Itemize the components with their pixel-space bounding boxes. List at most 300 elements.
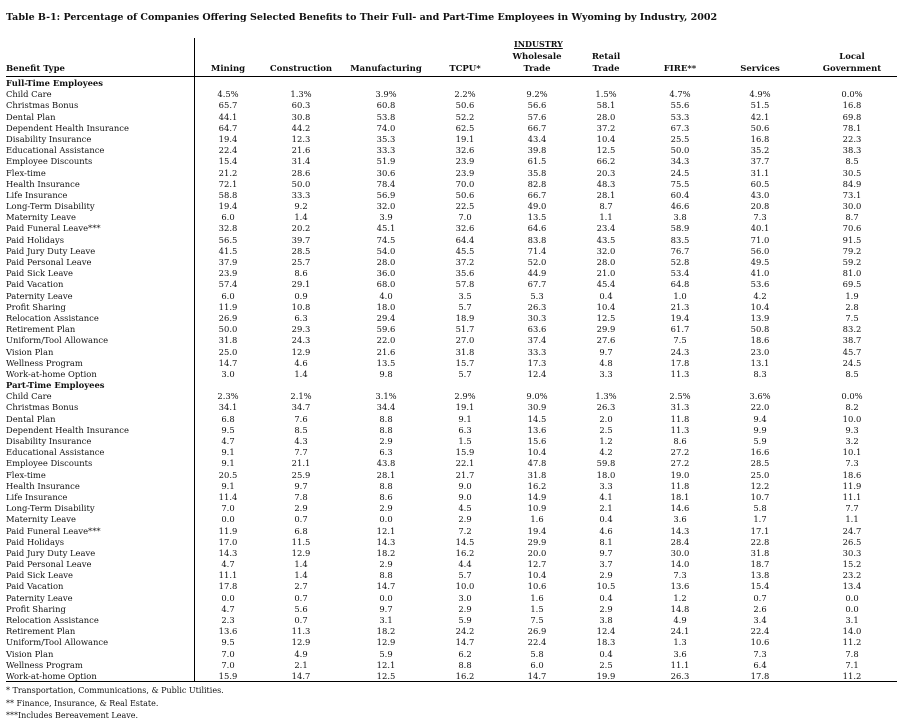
column-header-line: Wholesale	[512, 52, 562, 62]
cell-services: 13.8	[750, 570, 770, 581]
table-row	[6, 481, 903, 492]
cell-services: 4.2	[753, 290, 767, 301]
cell-retail-trade: 2.9	[599, 603, 613, 614]
cell-wholesale-trade: 12.4	[527, 368, 547, 379]
table-row	[6, 425, 903, 436]
cell-tcpu: 37.2	[455, 257, 475, 267]
cell-fire: 58.9	[670, 223, 690, 234]
cell-services: 40.1	[750, 223, 770, 234]
cell-tcpu: 3.0	[458, 592, 472, 603]
benefit-label: Life Insurance	[6, 189, 68, 200]
cell-fire: 14.3	[670, 525, 690, 536]
cell-local-government: 24.7	[842, 525, 862, 536]
cell-retail-trade: 4.2	[599, 447, 613, 458]
cell-mining: 4.7	[221, 603, 235, 614]
cell-mining: 26.9	[218, 312, 238, 323]
cell-wholesale-trade: 35.8	[527, 167, 547, 178]
cell-retail-trade: 0.4	[599, 514, 613, 525]
cell-services: 50.6	[750, 122, 770, 133]
table-row	[6, 570, 903, 581]
cell-tcpu: 3.5	[458, 290, 472, 301]
cell-wholesale-trade: 12.7	[527, 559, 547, 570]
cell-construction: 44.2	[291, 122, 311, 133]
cell-retail-trade: 3.3	[599, 480, 613, 491]
cell-fire: 55.6	[670, 100, 690, 111]
cell-mining: 4.7	[221, 436, 235, 446]
cell-services: 1.7	[753, 514, 767, 525]
cell-construction: 12.3	[291, 133, 311, 144]
benefit-label: Educational Assistance	[6, 447, 105, 458]
cell-construction: 4.9	[294, 648, 308, 659]
table-row	[6, 89, 903, 100]
cell-local-government: 11.9	[842, 480, 862, 491]
cell-local-government: 78.1	[842, 122, 862, 133]
cell-tcpu: 2.9	[458, 514, 472, 525]
benefit-label: Flex-time	[6, 469, 46, 480]
table-row	[6, 626, 903, 637]
cell-mining: 37.9	[218, 257, 238, 267]
cell-fire: 30.0	[670, 547, 690, 558]
cell-wholesale-trade: 6.0	[530, 659, 544, 670]
benefit-label: Employee Discounts	[6, 458, 93, 469]
cell-construction: 0.7	[294, 615, 308, 625]
cell-services: 20.8	[750, 201, 770, 212]
cell-fire: 64.8	[670, 279, 690, 290]
cell-local-government: 84.9	[842, 178, 862, 189]
cell-construction: 12.9	[291, 637, 311, 648]
cell-retail-trade: 21.0	[596, 268, 616, 279]
cell-tcpu: 8.8	[458, 659, 472, 670]
cell-local-government: 9.3	[845, 424, 859, 435]
column-header-line: Trade	[523, 64, 551, 74]
cell-construction: 29.3	[291, 324, 311, 335]
cell-wholesale-trade: 44.9	[527, 268, 547, 279]
industry-group-label: INDUSTRY	[514, 39, 563, 49]
cell-fire: 17.8	[670, 357, 690, 368]
cell-wholesale-trade: 61.5	[527, 156, 547, 167]
benefit-label: Flex-time	[6, 167, 46, 178]
cell-construction: 6.8	[294, 525, 308, 536]
cell-manufacturing: 43.8	[376, 458, 396, 469]
cell-construction: 0.7	[294, 514, 308, 525]
cell-fire: 18.1	[670, 491, 690, 502]
cell-wholesale-trade: 37.4	[527, 335, 547, 346]
cell-local-government: 8.5	[845, 156, 859, 167]
table-row	[6, 201, 903, 212]
cell-retail-trade: 19.9	[596, 670, 616, 681]
cell-manufacturing: 6.3	[379, 447, 393, 458]
cell-retail-trade: 12.5	[596, 145, 616, 156]
cell-tcpu: 9.0	[458, 480, 472, 491]
cell-tcpu: 52.2	[455, 111, 475, 122]
table-row	[6, 257, 903, 268]
cell-services: 7.3	[753, 648, 767, 659]
column-header-line: Services	[740, 64, 780, 74]
cell-services: 17.1	[750, 525, 770, 536]
cell-local-government: 11.1	[842, 491, 862, 502]
cell-tcpu: 45.5	[455, 245, 475, 256]
cell-local-government: 73.1	[842, 189, 862, 200]
benefit-label: Paid Personal Leave	[6, 559, 92, 570]
cell-construction: 21.1	[291, 458, 311, 469]
cell-fire: 11.8	[670, 413, 690, 424]
table-row	[6, 391, 903, 402]
cell-retail-trade: 20.3	[596, 167, 616, 178]
cell-fire: 60.4	[670, 189, 690, 200]
table-title: Table B-1: Percentage of Companies Offering Selected Benefits to Their Full- and Part-Time Employees in Wyoming by Industry, 2002	[6, 12, 718, 23]
cell-retail-trade: 4.8	[599, 357, 613, 368]
cell-mining: 14.7	[218, 357, 238, 368]
cell-wholesale-trade: 1.6	[530, 592, 544, 603]
cell-retail-trade: 8.1	[599, 536, 613, 547]
benefit-label: Educational Assistance	[6, 145, 105, 156]
cell-retail-trade: 12.4	[596, 626, 616, 637]
cell-manufacturing: 28.1	[376, 469, 396, 480]
cell-fire: 7.5	[673, 335, 687, 346]
cell-wholesale-trade: 10.4	[527, 447, 547, 458]
benefit-label: Life Insurance	[6, 491, 68, 502]
cell-local-government: 45.7	[842, 346, 862, 357]
cell-tcpu: 70.0	[455, 178, 475, 189]
cell-wholesale-trade: 22.4	[527, 637, 547, 648]
cell-mining: 17.8	[218, 581, 238, 592]
cell-fire: 83.5	[670, 234, 690, 245]
cell-manufacturing: 8.8	[379, 570, 393, 581]
cell-construction: 1.4	[294, 570, 308, 581]
benefit-label: Paid Personal Leave	[6, 257, 92, 267]
cell-local-government: 8.2	[845, 402, 859, 413]
cell-services: 4.9%	[749, 89, 771, 100]
cell-mining: 13.6	[218, 626, 238, 637]
table-row	[6, 369, 903, 380]
benefit-label: Relocation Assistance	[6, 312, 99, 323]
cell-services: 22.8	[750, 536, 770, 547]
table-row	[6, 100, 903, 111]
cell-tcpu: 57.8	[455, 279, 475, 290]
cell-wholesale-trade: 83.8	[527, 234, 547, 245]
column-header-line: Construction	[269, 64, 333, 74]
cell-retail-trade: 1.3%	[595, 391, 617, 402]
cell-manufacturing: 3.9%	[375, 89, 397, 100]
cell-construction: 8.5	[294, 424, 308, 435]
cell-mining: 9.1	[221, 480, 235, 491]
cell-tcpu: 2.9%	[454, 391, 476, 402]
cell-manufacturing: 0.0	[379, 592, 393, 603]
table-row	[6, 503, 903, 514]
cell-tcpu: 14.7	[455, 637, 475, 648]
cell-local-government: 83.2	[842, 324, 862, 335]
table-bottom-rule	[6, 681, 897, 682]
cell-tcpu: 15.9	[455, 447, 475, 458]
cell-manufacturing: 56.9	[376, 189, 396, 200]
cell-wholesale-trade: 16.2	[527, 480, 547, 491]
footnote: ** Finance, Insurance, & Real Estate.	[6, 698, 159, 708]
cell-services: 23.0	[750, 346, 770, 357]
cell-retail-trade: 29.9	[596, 324, 616, 335]
table-row	[6, 279, 903, 290]
cell-wholesale-trade: 64.6	[527, 223, 547, 234]
cell-retail-trade: 45.4	[596, 279, 616, 290]
cell-services: 18.6	[750, 335, 770, 346]
cell-retail-trade: 2.5	[599, 424, 613, 435]
cell-tcpu: 27.0	[455, 335, 475, 346]
cell-fire: 7.3	[673, 570, 687, 581]
cell-retail-trade: 0.4	[599, 648, 613, 659]
cell-services: 25.0	[750, 469, 770, 480]
cell-fire: 19.4	[670, 312, 690, 323]
cell-fire: 4.7%	[669, 89, 691, 100]
cell-fire: 25.5	[670, 133, 690, 144]
cell-mining: 4.5%	[217, 89, 239, 100]
cell-manufacturing: 8.8	[379, 480, 393, 491]
cell-local-government: 0.0	[845, 592, 859, 603]
table-row	[6, 324, 903, 335]
column-header-tcpu	[431, 63, 499, 75]
cell-services: 3.6%	[749, 391, 771, 402]
cell-mining: 15.4	[218, 156, 238, 167]
column-header-line: Benefit Type	[6, 64, 65, 74]
cell-tcpu: 50.6	[455, 189, 475, 200]
column-header-construction	[261, 63, 341, 75]
cell-local-government: 70.6	[842, 223, 862, 234]
cell-local-government: 16.8	[842, 100, 862, 111]
cell-construction: 1.3%	[290, 89, 312, 100]
cell-construction: 2.1	[294, 659, 308, 670]
cell-services: 8.3	[753, 368, 767, 379]
cell-local-government: 69.5	[842, 279, 862, 290]
cell-tcpu: 4.4	[458, 559, 472, 570]
cell-services: 10.7	[750, 491, 770, 502]
cell-mining: 7.0	[221, 648, 235, 659]
cell-manufacturing: 2.9	[379, 559, 393, 570]
cell-local-government: 8.7	[845, 212, 859, 223]
cell-tcpu: 14.5	[455, 536, 475, 547]
cell-mining: 11.4	[218, 491, 238, 502]
cell-construction: 14.7	[291, 670, 311, 681]
cell-manufacturing: 54.0	[376, 245, 396, 256]
cell-fire: 11.3	[670, 424, 690, 435]
benefit-label: Dependent Health Insurance	[6, 424, 129, 435]
table-row	[6, 526, 903, 537]
cell-mining: 22.4	[218, 145, 238, 156]
cell-retail-trade: 4.6	[599, 525, 613, 536]
cell-tcpu: 35.6	[455, 268, 475, 279]
cell-construction: 2.1%	[290, 391, 312, 402]
benefit-label: Wellness Program	[6, 659, 83, 670]
benefit-label: Profit Sharing	[6, 603, 66, 614]
cell-mining: 23.9	[218, 268, 238, 279]
cell-services: 0.7	[753, 592, 767, 603]
benefit-label: Paid Sick Leave	[6, 570, 73, 581]
benefit-label: Paternity Leave	[6, 592, 73, 603]
cell-manufacturing: 35.3	[376, 133, 396, 144]
cell-construction: 1.4	[294, 368, 308, 379]
cell-local-government: 30.3	[842, 547, 862, 558]
cell-manufacturing: 60.8	[376, 100, 396, 111]
cell-construction: 11.5	[291, 536, 311, 547]
cell-mining: 20.5	[218, 469, 238, 480]
table-row	[6, 649, 903, 660]
cell-local-government: 38.7	[842, 335, 862, 346]
cell-manufacturing: 14.3	[376, 536, 396, 547]
cell-tcpu: 5.7	[458, 570, 472, 581]
cell-fire: 31.3	[670, 402, 690, 413]
cell-manufacturing: 4.0	[379, 290, 393, 301]
benefit-label: Employee Discounts	[6, 156, 93, 167]
cell-wholesale-trade: 66.7	[527, 122, 547, 133]
cell-manufacturing: 2.9	[379, 503, 393, 514]
cell-services: 49.5	[750, 257, 770, 267]
cell-mining: 58.8	[218, 189, 238, 200]
section-title: Part-Time Employees	[6, 380, 105, 391]
cell-wholesale-trade: 1.5	[530, 603, 544, 614]
benefit-label: Paid Holidays	[6, 536, 65, 547]
table-row	[6, 302, 903, 313]
cell-manufacturing: 13.5	[376, 357, 396, 368]
table-row	[6, 145, 903, 156]
cell-fire: 11.8	[670, 480, 690, 491]
cell-services: 53.6	[750, 279, 770, 290]
benefit-label: Retirement Plan	[6, 324, 76, 335]
cell-mining: 50.0	[218, 324, 238, 335]
cell-manufacturing: 0.0	[379, 514, 393, 525]
cell-retail-trade: 32.0	[596, 245, 616, 256]
cell-local-government: 38.3	[842, 145, 862, 156]
table-row	[6, 581, 903, 592]
benefit-label: Disability Insurance	[6, 133, 92, 144]
cell-fire: 46.6	[670, 201, 690, 212]
cell-retail-trade: 1.5%	[595, 89, 617, 100]
cell-mining: 9.5	[221, 637, 235, 648]
cell-construction: 60.3	[291, 100, 311, 111]
cell-fire: 1.3	[673, 637, 687, 648]
cell-local-government: 10.1	[842, 447, 862, 458]
column-header-line: Government	[822, 64, 882, 74]
benefit-label: Paid Holidays	[6, 234, 65, 245]
cell-manufacturing: 9.8	[379, 368, 393, 379]
table-row	[6, 537, 903, 548]
cell-services: 13.1	[750, 357, 770, 368]
column-header-line: Local	[839, 52, 865, 62]
section-header-row	[6, 78, 903, 89]
cell-tcpu: 50.6	[455, 100, 475, 111]
cell-fire: 53.3	[670, 111, 690, 122]
table-row	[6, 123, 903, 134]
cell-construction: 9.7	[294, 480, 308, 491]
benefit-label: Wellness Program	[6, 357, 83, 368]
benefit-label: Dental Plan	[6, 111, 56, 122]
cell-mining: 6.0	[221, 212, 235, 223]
cell-manufacturing: 2.9	[379, 436, 393, 446]
cell-services: 56.0	[750, 245, 770, 256]
cell-wholesale-trade: 14.5	[527, 413, 547, 424]
cell-local-government: 2.8	[845, 301, 859, 312]
header-rule	[6, 76, 897, 77]
cell-wholesale-trade: 66.7	[527, 189, 547, 200]
cell-services: 5.9	[753, 436, 767, 446]
cell-local-government: 10.0	[842, 413, 862, 424]
table-row	[6, 190, 903, 201]
benefit-label: Disability Insurance	[6, 436, 92, 446]
cell-mining: 0.0	[221, 514, 235, 525]
cell-retail-trade: 3.7	[599, 559, 613, 570]
cell-construction: 6.3	[294, 312, 308, 323]
cell-retail-trade: 2.5	[599, 659, 613, 670]
benefit-label: Paid Jury Duty Leave	[6, 547, 96, 558]
cell-fire: 14.8	[670, 603, 690, 614]
cell-fire: 14.6	[670, 503, 690, 514]
cell-wholesale-trade: 30.3	[527, 312, 547, 323]
cell-local-government: 24.5	[842, 357, 862, 368]
cell-fire: 11.1	[670, 659, 690, 670]
cell-services: 22.0	[750, 402, 770, 413]
cell-mining: 44.1	[218, 111, 238, 122]
cell-construction: 50.0	[291, 178, 311, 189]
table-row	[6, 134, 903, 145]
cell-services: 7.3	[753, 212, 767, 223]
benefit-label: Paternity Leave	[6, 290, 73, 301]
cell-services: 9.9	[753, 424, 767, 435]
cell-construction: 5.6	[294, 603, 308, 614]
cell-mining: 31.8	[218, 335, 238, 346]
cell-services: 10.6	[750, 637, 770, 648]
benefit-label: Paid Jury Duty Leave	[6, 245, 96, 256]
benefit-label: Vision Plan	[6, 346, 54, 357]
cell-manufacturing: 3.1	[379, 615, 393, 625]
cell-retail-trade: 0.4	[599, 290, 613, 301]
cell-mining: 2.3	[221, 615, 235, 625]
cell-retail-trade: 10.5	[596, 581, 616, 592]
cell-retail-trade: 59.8	[596, 458, 616, 469]
cell-construction: 10.8	[291, 301, 311, 312]
cell-local-government: 15.2	[842, 559, 862, 570]
cell-services: 22.4	[750, 626, 770, 637]
cell-construction: 28.5	[291, 245, 311, 256]
cell-retail-trade: 3.3	[599, 368, 613, 379]
cell-manufacturing: 33.3	[376, 145, 396, 156]
cell-wholesale-trade: 14.7	[527, 670, 547, 681]
cell-services: 17.8	[750, 670, 770, 681]
benefit-label: Paid Vacation	[6, 581, 64, 592]
cell-construction: 25.9	[291, 469, 311, 480]
cell-retail-trade: 2.1	[599, 503, 613, 514]
cell-retail-trade: 43.5	[596, 234, 616, 245]
cell-services: 35.2	[750, 145, 770, 156]
cell-manufacturing: 8.6	[379, 491, 393, 502]
cell-local-government: 0.0	[845, 603, 859, 614]
table-row	[6, 168, 903, 179]
cell-mining: 72.1	[218, 178, 238, 189]
cell-services: 31.1	[750, 167, 770, 178]
cell-tcpu: 24.2	[455, 626, 475, 637]
cell-tcpu: 9.0	[458, 491, 472, 502]
cell-tcpu: 6.3	[458, 424, 472, 435]
cell-mining: 9.5	[221, 424, 235, 435]
benefit-label: Paid Funeral Leave***	[6, 223, 101, 234]
cell-construction: 7.8	[294, 491, 308, 502]
cell-wholesale-trade: 43.4	[527, 133, 547, 144]
cell-tcpu: 9.1	[458, 413, 472, 424]
column-header-line: Retail	[591, 52, 621, 62]
cell-manufacturing: 22.0	[376, 335, 396, 346]
cell-fire: 34.3	[670, 156, 690, 167]
cell-manufacturing: 29.4	[376, 312, 396, 323]
cell-wholesale-trade: 19.4	[527, 525, 547, 536]
cell-mining: 25.0	[218, 346, 238, 357]
cell-mining: 4.7	[221, 559, 235, 570]
table-row	[6, 458, 903, 469]
cell-wholesale-trade: 30.9	[527, 402, 547, 413]
